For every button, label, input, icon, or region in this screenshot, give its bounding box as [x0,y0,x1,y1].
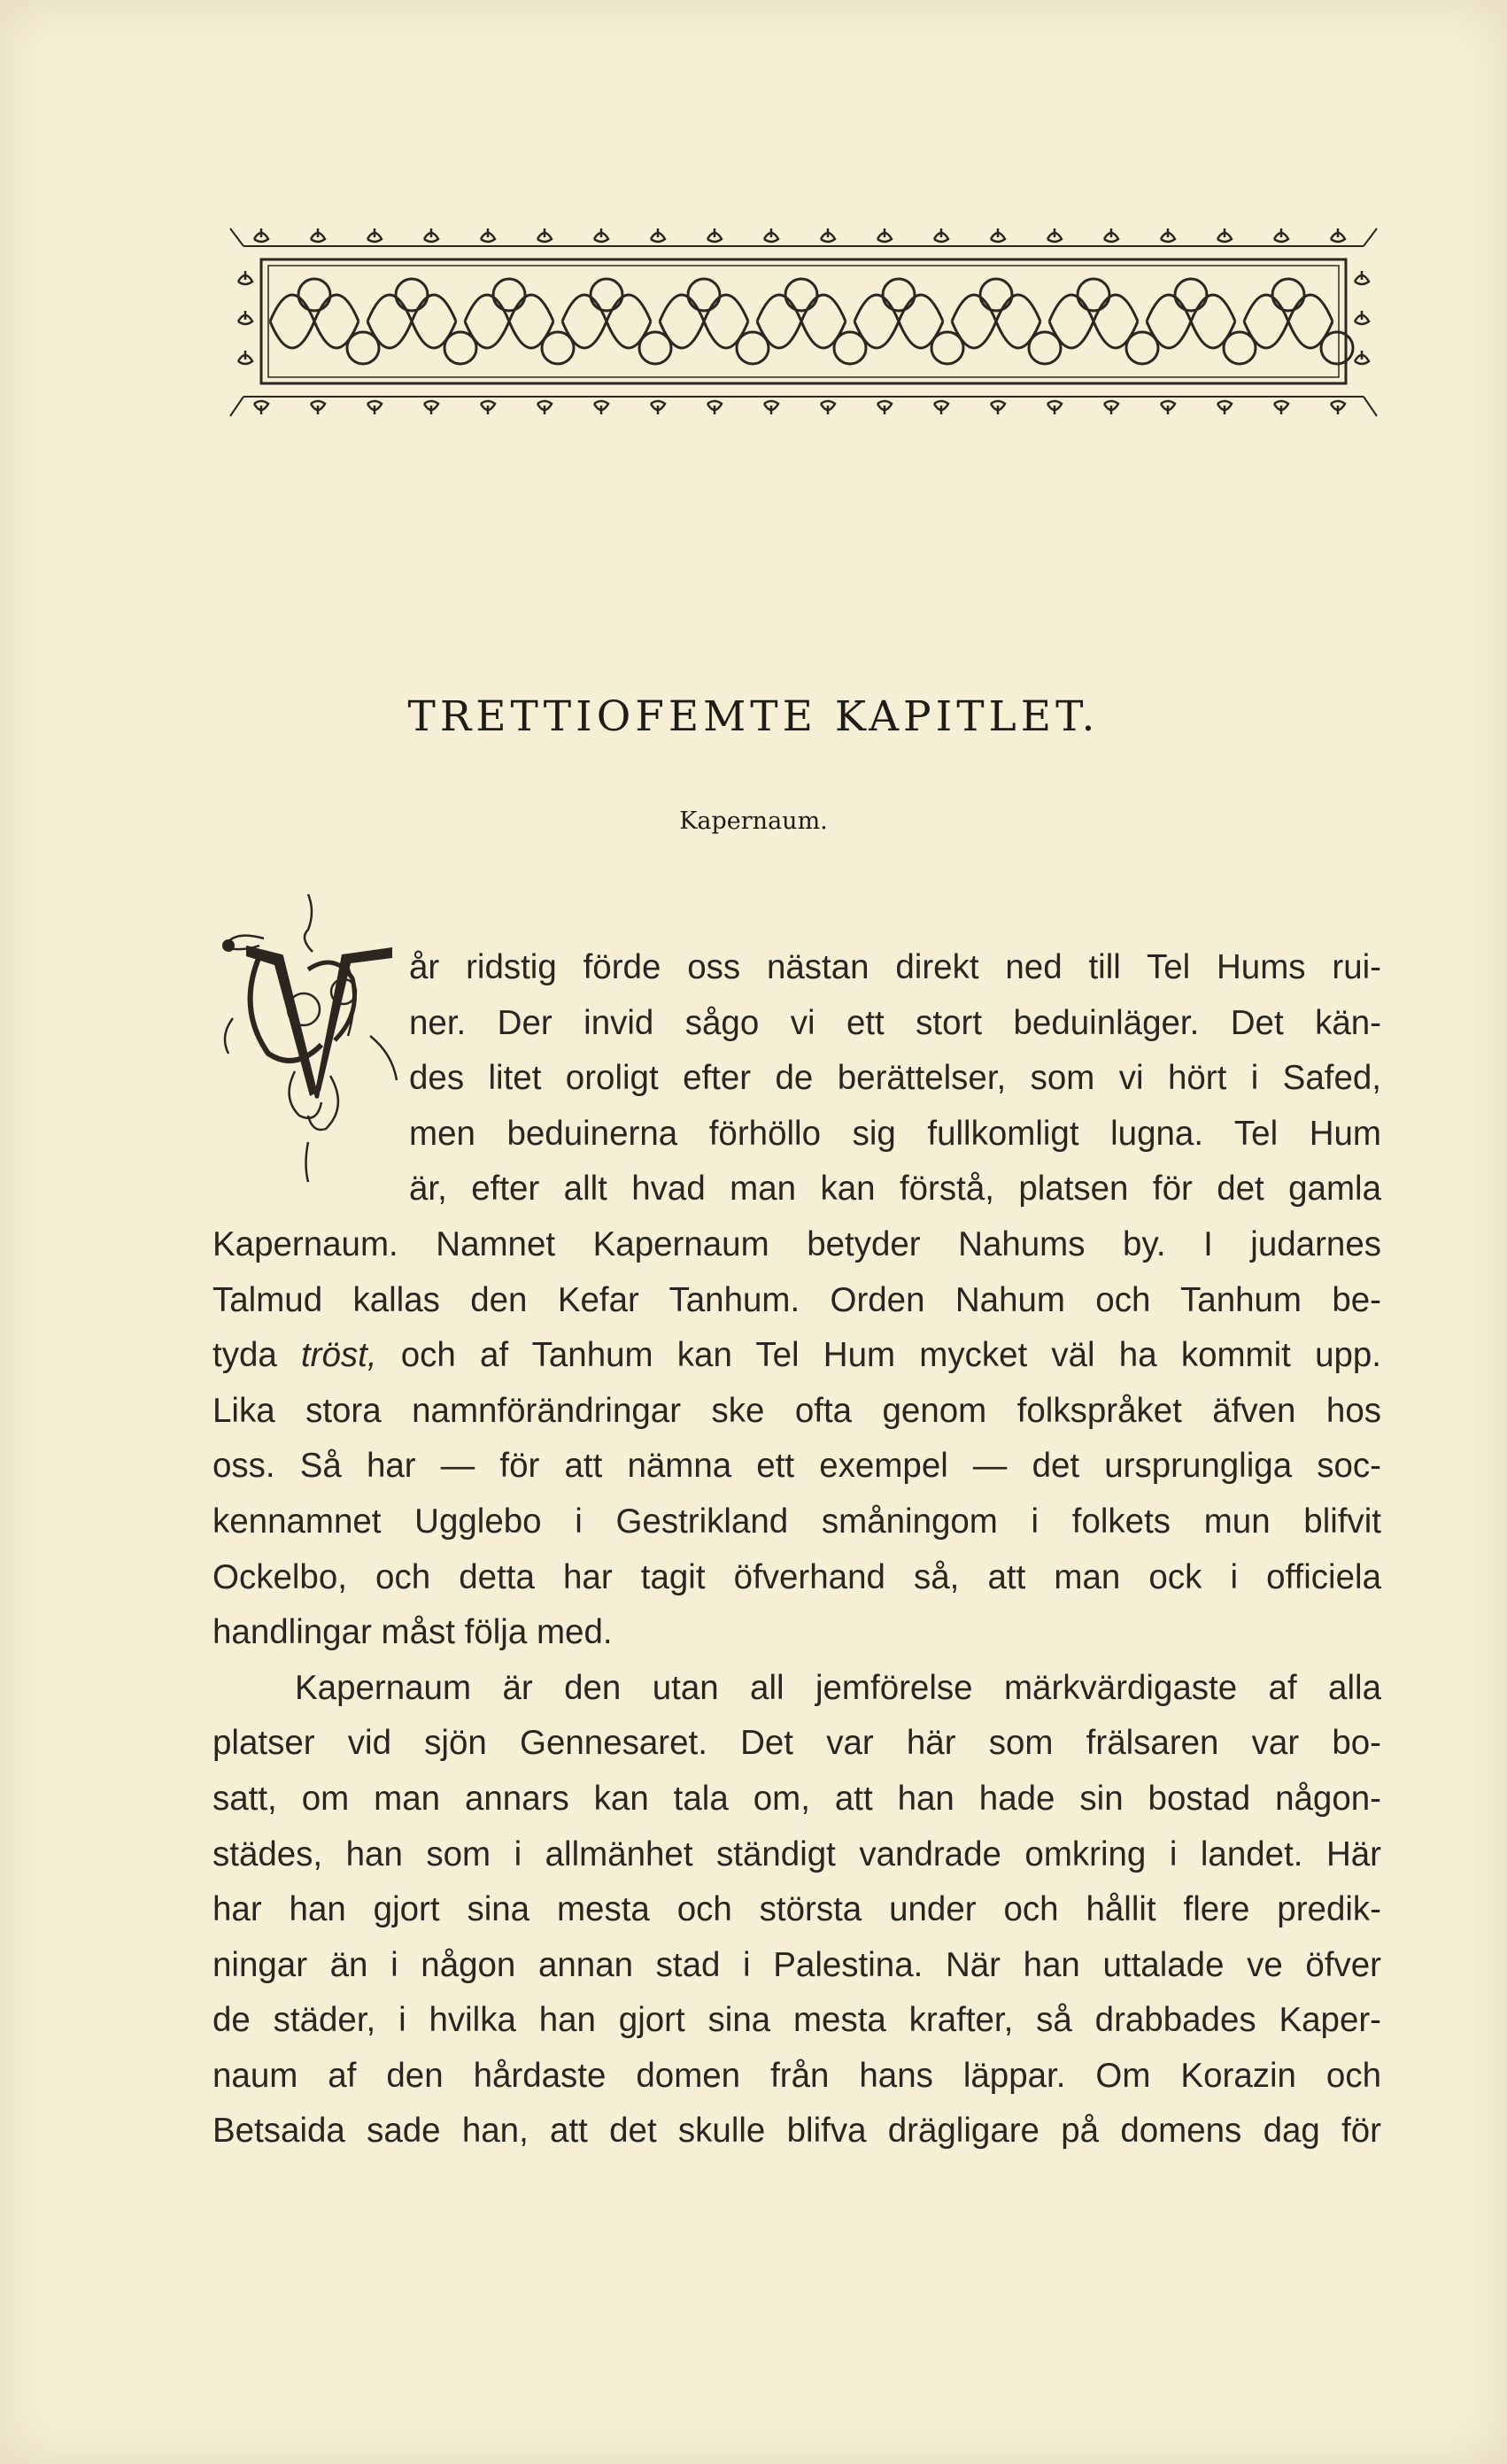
ornament-leaf [1217,401,1232,414]
ornament-leaf [1355,351,1369,364]
text-line: des litet oroligt efter de berättelser, som vi hört i Safed, [409,1059,1381,1098]
emphasized-word: tröst, [300,1336,377,1375]
ornament-scroll [1049,295,1138,348]
ornament-leaf [821,401,835,414]
chapter-body [213,940,1381,2159]
text-fragment: tyda [213,1336,277,1375]
ornament-scroll [854,295,943,348]
text-line: Betsaida sade han, att det skulle blifva drägligare på domens dag för [213,2112,1381,2151]
ornament-leaf [651,401,665,414]
ornament-leaf [537,401,552,414]
ornament-scroll [1147,295,1235,348]
ornament-leaf [481,401,495,414]
ornament-scroll [562,295,651,348]
ornament-leaf [991,401,1005,414]
ornament-leaf [1331,401,1345,414]
ornament-leaf [934,401,948,414]
text-line: Kapernaum är den utan all jemförelse märkvärdigaste af alla [295,1668,1381,1707]
ornament-ring [883,279,915,311]
text-line: handlingar måst följa med. [213,1613,613,1652]
ornament-scroll [1244,295,1333,348]
text-line: är, efter allt hvad man kan förstå, platsen för det gamla [409,1170,1381,1209]
text-line: oss. Så har — för att nämna ett exempel — det ursprungliga soc- [213,1447,1381,1486]
ornamental-headpiece [226,220,1381,423]
text-line: Ockelbo, och detta har tagit öfverhand så, att man ock i officiela [213,1557,1381,1596]
ornament-ring [1175,279,1207,311]
ornament-scroll [952,295,1040,348]
ornament-leaf [594,401,608,414]
ornament-leaf [877,401,892,414]
ornament-leaf [1047,401,1062,414]
ornament-ring [980,279,1012,311]
ornament-leaf [311,401,325,414]
ornament-leaf [1161,228,1175,242]
text-line: naum af den hårdaste domen från hans läppar. Om Korazin och [213,2056,1381,2095]
text-line: ner. Der invid sågo vi ett stort beduinläger. Det kän- [409,1003,1381,1042]
ornament-leaf [764,401,778,414]
ornament-leaf [1161,401,1175,414]
ornament-leaf [651,228,665,242]
ornament-scroll [465,295,553,348]
ornament-scroll [757,295,846,348]
ornament-leaf [367,228,382,242]
ornament-leaf [238,351,252,364]
ornament-leaf [1331,228,1345,242]
ornament-ring [493,279,525,311]
ornament-ring [1078,279,1109,311]
ornament-leaf [1104,228,1118,242]
ornament-ring [688,279,720,311]
text-line: har han gjort sina mesta och största under och hållit flere predik- [213,1890,1381,1929]
ornament-leaf [764,228,778,242]
ornament-scroll [367,295,456,348]
text-line: Kapernaum. Namnet Kapernaum betyder Nahums by. I judarnes [213,1224,1381,1263]
ornament-leaf [238,311,252,324]
ornament-leaf [707,228,722,242]
ornament-leaf [238,271,252,284]
ornament-leaf [1047,228,1062,242]
ornament-ring [298,279,330,311]
chapter-title: TRETTIOFEMTE KAPITLET. [407,692,1100,741]
ornament-leaf [254,401,268,414]
ornament-leaf [934,228,948,242]
text-line: ningar än i någon annan stad i Palestina. När han uttalade ve öfver [213,1945,1381,1984]
text-line: men beduinerna förhöllo sig fullkomligt lugna. Tel Hum [409,1114,1381,1153]
text-line: år ridstig förde oss nästan direkt ned till Tel Hums rui- [409,948,1381,986]
ornament-ring [1321,332,1353,364]
chapter-subtitle: Kapernaum. [679,807,828,835]
text-line: platser vid sjön Gennesaret. Det var här som frälsaren var bo- [213,1724,1381,1763]
ornament-scroll [270,295,359,348]
ornament-leaf [707,401,722,414]
ornament-leaf [1217,228,1232,242]
text-line: städes, han som i allmänhet ständigt vandrade omkring i landet. Här [213,1834,1381,1873]
ornament-leaf [821,228,835,242]
text-line-with-emphasis [213,1328,1381,1384]
ornament-leaf [991,228,1005,242]
ornament-leaf [424,228,438,242]
ornament-leaf [1355,271,1369,284]
text-line: satt, om man annars kan tala om, att han hade sin bostad någon- [213,1779,1381,1818]
ornament-leaf [1104,401,1118,414]
ornament-ring [1272,279,1304,311]
text-line: Lika stora namnförändringar ske ofta genom folkspråket äfven hos [213,1391,1381,1430]
ornament-leaf [311,228,325,242]
ornament-leaf [424,401,438,414]
ornament-leaf [594,228,608,242]
ornament-leaf [254,228,268,242]
ornament-leaf [367,401,382,414]
ornament-leaf [877,228,892,242]
ornament-leaf [481,228,495,242]
text-line: de städer, i hvilka han gjort sina mesta krafter, så drabbades Kaper- [213,2001,1381,2040]
text-line: kennamnet Ugglebo i Gestrikland småningom i folkets mun blifvit [213,1502,1381,1541]
ornament-ring [785,279,817,311]
ornament-scroll [660,295,748,348]
ornament-ring [591,279,622,311]
ornament-leaf [1274,401,1288,414]
ornament-leaf [1355,311,1369,324]
ornament-leaf [537,228,552,242]
ornament-ring [396,279,428,311]
text-fragment: och af Tanhum kan Tel Hum mycket väl ha kommit upp. [376,1336,1381,1375]
ornament-leaf [1274,228,1288,242]
text-line: Talmud kallas den Kefar Tanhum. Orden Nahum och Tanhum be- [213,1280,1381,1319]
